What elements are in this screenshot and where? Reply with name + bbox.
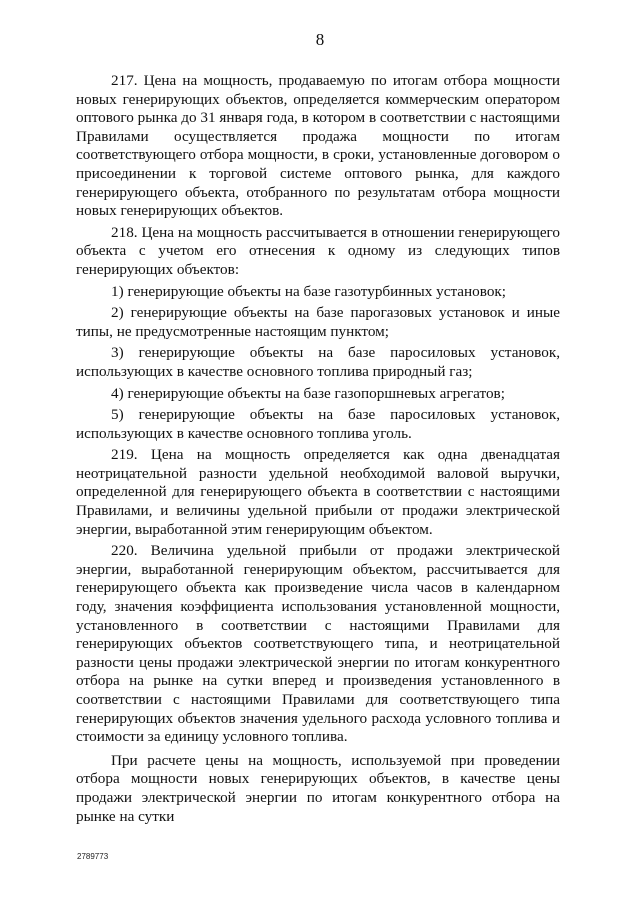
paragraph-220: 220. Величина удельной прибыли от продажи электрической энергии, выработанной генерирующим объектом, рассчитывается для генерирующего объекта как произведение числа часов в календарном году, значения коэффициента использования установленной мощности, установленного в соответствии с настоящими Правилами для генерирующих объектов соответствующего типа, и неотрицательной разности цены продажи электрической энергии по итогам конкурентного отбора на рынке на сутки вперед и произведения установленного в соответствии с настоящими Правилами для соответствующего типа генерирующих объектов значения удельного расхода условного топлива и стоимости за единицу условного топлива. [76,542,560,746]
list-item-3: 3) генерирующие объекты на базе паросиловых установок, использующих в качестве основного топлива природный газ; [76,344,560,380]
list-item-2: 2) генерирующие объекты на базе парогазовых установок и иные типы, не предусмотренные настоящим пунктом; [76,304,560,340]
page-number: 8 [315,30,325,49]
list-item-1: 1) генерирующие объекты на базе газотурбинных установок; [111,282,507,300]
list-item-5: 5) генерирующие объекты на базе паросиловых установок, использующих в качестве основного топлива уголь. [76,406,560,442]
paragraph-217: 217. Цена на мощность, продаваемую по итогам отбора мощности новых генерирующих объектов, определяется коммерческим оператором оптового рынка до 31 января года, в котором в соответствии с настоящими Правилами осуществляется продажа мощности по итогам соответствующего отбора мощности, в сроки, установленные договором о присоединении к торговой системе оптового рынка, для каждого генерирующего объекта, отобранного по результатам отбора мощности новых генерирующих объектов. [76,72,560,220]
document-code: 2789773 [77,852,109,861]
paragraph-219: 219. Цена на мощность определяется как одна двенадцатая неотрицательной разности удельной необходимой валовой выручки, определенной для генерирующего объекта в соответствии с настоящими Правилами, и величины удельной прибыли от продажи электрической энергии, выработанной этим генерирующим объектом. [76,446,560,538]
document-body [76,72,560,826]
paragraph-price-calculation: При расчете цены на мощность, используемой при проведении отбора мощности новых генерирующих объектов, в качестве цены продажи электрической энергии по итогам конкурентного отбора на рынке на сутки [76,751,560,825]
list-item-4: 4) генерирующие объекты на базе газопоршневых агрегатов; [111,384,505,402]
paragraph-218: 218. Цена на мощность рассчитывается в отношении генерирующего объекта с учетом его отнесения к одному из следующих типов генерирующих объектов: [76,223,560,278]
